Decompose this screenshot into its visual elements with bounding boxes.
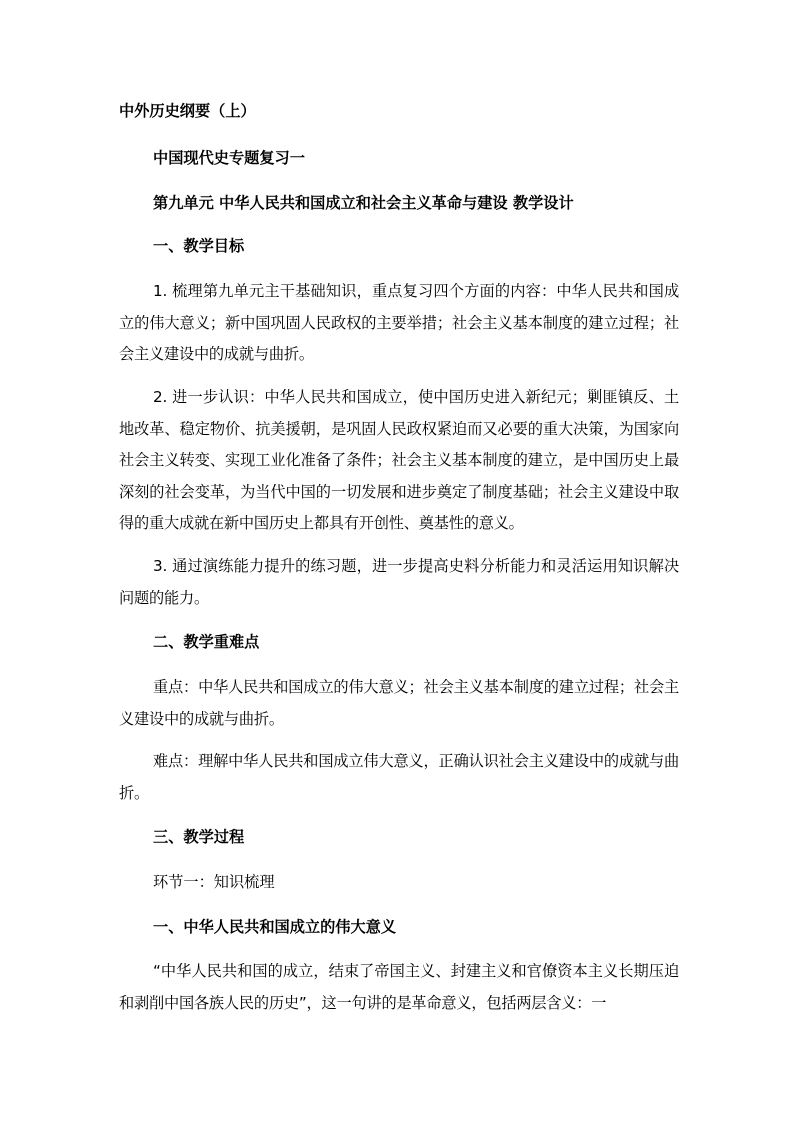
key-points-paragraph: 重点：中华人民共和国成立的伟大意义；社会主义基本制度的建立过程；社会主义建设中的成就与曲折。: [119, 678, 679, 728]
difficult-points-paragraph: 难点：理解中华人民共和国成立伟大意义，正确认识社会主义建设中的成就与曲折。: [119, 752, 679, 802]
section-heading-teaching-process: 三、教学过程: [153, 828, 245, 846]
goal-paragraph-1: 1. 梳理第九单元主干基础知识，重点复习四个方面的内容：中华人民共和国成立的伟大意义；新中国巩固人民政权的主要举措；社会主义基本制度的建立过程；社会主义建设中的成就与曲折。: [119, 282, 679, 363]
document-title: 中外历史纲要（上）: [119, 102, 256, 120]
goal-paragraph-3: 3. 通过演练能力提升的练习题，进一步提高史料分析能力和灵活运用知识解决问题的能力。: [119, 557, 679, 607]
topic-paragraph: “中华人民共和国的成立，结束了帝国主义、封建主义和官僚资本主义长期压迫和剥削中国各族人民的历史”，这一句讲的是革命意义，包括两层含义：一: [119, 962, 679, 1012]
section-heading-teaching-goals: 一、教学目标: [153, 237, 245, 255]
section-heading-key-difficult: 二、教学重难点: [153, 633, 260, 651]
unit-heading: 第九单元 中华人民共和国成立和社会主义革命与建设 教学设计: [153, 194, 574, 212]
document-subtitle: 中国现代史专题复习一: [153, 149, 305, 167]
goal-paragraph-2: 2. 进一步认识：中华人民共和国成立，使中国历史进入新纪元；剿匪镇反、土地改革、稳定物价、抗美援朝，是巩固人民政权紧迫而又必要的重大决策，为国家向社会主义转变、实现工业化准备了条件；社会主义基本制度的建立，是中国历史上最深刻的社会变革，为当代中国的一切发展和进步奠定了制度基础；社会主义建设中取得的重大成就在新中国历史上都具有开创性、奠基性的意义。: [119, 388, 679, 532]
topic-heading: 一、中华人民共和国成立的伟大意义: [153, 918, 396, 936]
step-label: 环节一：知识梳理: [153, 873, 275, 891]
